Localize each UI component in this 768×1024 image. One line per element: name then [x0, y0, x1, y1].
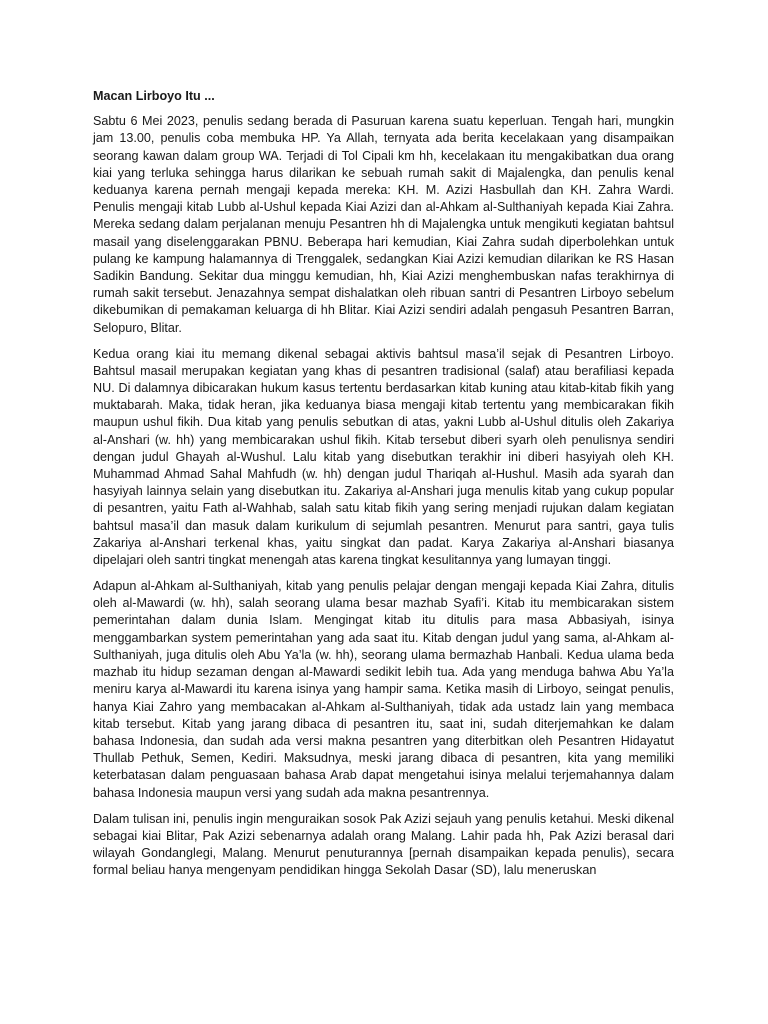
paragraph-3: Adapun al-Ahkam al-Sulthaniyah, kitab yang penulis pelajar dengan mengaji kepada Kiai Zahra, ditulis oleh al-Mawardi (w. hh), salah seorang ulama besar mazhab Syafi’i. Kitab itu membicarakan sistem pemerintahan dalam dunia Islam. Mengingat kitab itu ditulis para masa Abbasiyah, isinya menggambarkan system pemerintahan yang ada saat itu. Kitab dengan judul yang sama, al-Ahkam al-Sulthaniyah, juga ditulis oleh Abu Ya’la (w. hh), seorang ulama bermazhab Hanbali. Kedua ulama beda mazhab itu hidup sezaman dengan al-Mawardi sedikit lebih tua. Ada yang menduga bahwa Abu Ya’la meniru karya al-Mawardi itu karena isinya yang hampir sama. Ketika masih di Lirboyo, seingat penulis, hanya Kiai Zahro yang membacakan al-Ahkam al-Sulthaniyah, tidak ada ustadz lain yang membaca kitab tersebut. Kitab yang jarang dibaca di pesantren itu, saat ini, sudah diterjemahkan ke dalam bahasa Indonesia, dan sudah ada versi makna pesantren yang diterbitkan oleh Pesantren Hidayatut Thullab Pethuk, Semen, Kediri. Maksudnya, meski jarang dibaca di pesantren, kita yang memiliki keterbatasan dalam penguasaan bahasa Arab dapat mengetahui isinya melalui terjemahannya dalam bahasa Indonesia maupun versi yang sudah ada makna pesantrennya.	[93, 579, 674, 800]
paragraph-1: Sabtu 6 Mei 2023, penulis sedang berada di Pasuruan karena suatu keperluan. Tengah hari, mungkin jam 13.00, penulis coba membuka HP. Ya Allah, ternyata ada berita kecelakaan yang disampaikan seorang kawan dalam group WA. Terjadi di Tol Cipali km hh, kecelakaan itu mengakibatkan dua orang kiai yang terluka sehingga harus dilarikan ke sebuah rumah sakit di Majalengka, dan penulis kenal keduanya karena pernah mengaji kepada mereka: KH. M. Azizi Hasbullah dan KH. Zahra Wardi. Penulis mengaji kitab Lubb al-Ushul kepada Kiai Azizi dan al-Ahkam al-Sulthaniyah kepada Kiai Zahra. Mereka sedang dalam perjalanan menuju Pesantren hh di Majalengka untuk mengikuti kegiatan bahtsul masail yang diselenggarakan PBNU. Beberapa hari kemudian, Kiai Zahra sudah diperbolehkan untuk pulang ke kampung halamannya di Trenggalek, sedangkan Kiai Azizi kemudian dilarikan ke RS Hasan Sadikin Bandung. Sekitar dua minggu kemudian, hh, Kiai Azizi menghembuskan nafas terakhirnya di rumah sakit tersebut. Jenazahnya sempat dishalatkan oleh ribuan santri di Pesantren Lirboyo sebelum dikebumikan di pemakaman keluarga di hh Blitar. Kiai Azizi sendiri adalah pengasuh Pesantren Barran, Selopuro, Blitar.	[93, 114, 674, 335]
paragraph-2: Kedua orang kiai itu memang dikenal sebagai aktivis bahtsul masa’il sejak di Pesantren Lirboyo. Bahtsul masail merupakan kegiatan yang khas di pesantren tradisional (salaf) atau berafiliasi kepada NU. Di dalamnya dibicarakan hukum kasus tertentu berdasarkan kitab kuning atau kitab-kitab fikih yang muktabarah. Maka, tidak heran, jika keduanya biasa mengaji kitab tertentu yang membicarakan fikih maupun ushul fikih. Dua kitab yang penulis sebutkan di atas, yakni Lubb al-Ushul ditulis oleh Zakariya al-Anshari (w. hh) yang membicarakan ushul fikih. Kitab tersebut diberi syarh oleh penulisnya sendiri dengan judul Ghayah al-Wushul. Lalu kitab yang disebutkan terakhir ini diberi hasyiyah oleh KH. Muhammad Ahmad Sahal Mahfudh (w. hh) dengan judul Thariqah al-Hushul. Masih ada syarah dan hasyiyah lainnya selain yang disebutkan itu. Zakariya al-Anshari juga menulis kitab yang cukup popular di pesantren, yaitu Fath al-Wahhab, salah satu kitab fikih yang sering menjadi rujukan dalam kegiatan bahtsul masa’il dan masuk dalam kurikulum di sejumlah pesantren. Menurut para santri, gaya tulis Zakariya al-Anshari terkenal khas, yaitu singkat dan padat. Karya Zakariya al-Anshari biasanya dipelajari oleh santri tingkat menengah atas karena tingkat kesulitannya yang lumayan tinggi.	[93, 346, 674, 568]
document-page	[93, 88, 674, 888]
document-title: Macan Lirboyo Itu ...	[93, 89, 215, 103]
paragraph-4: Dalam tulisan ini, penulis ingin menguraikan sosok Pak Azizi sejauh yang penulis ketahui. Meski dikenal sebagai kiai Blitar, Pak Azizi sebenarnya adalah orang Malang. Lahir pada hh, Pak Azizi berasal dari wilayah Gondanglegi, Malang. Menurut penuturannya [pernah disampaikan kepada penulis), secara formal beliau hanya mengenyam pendidikan hingga Sekolah Dasar (SD), lalu meneruskan	[93, 811, 674, 878]
